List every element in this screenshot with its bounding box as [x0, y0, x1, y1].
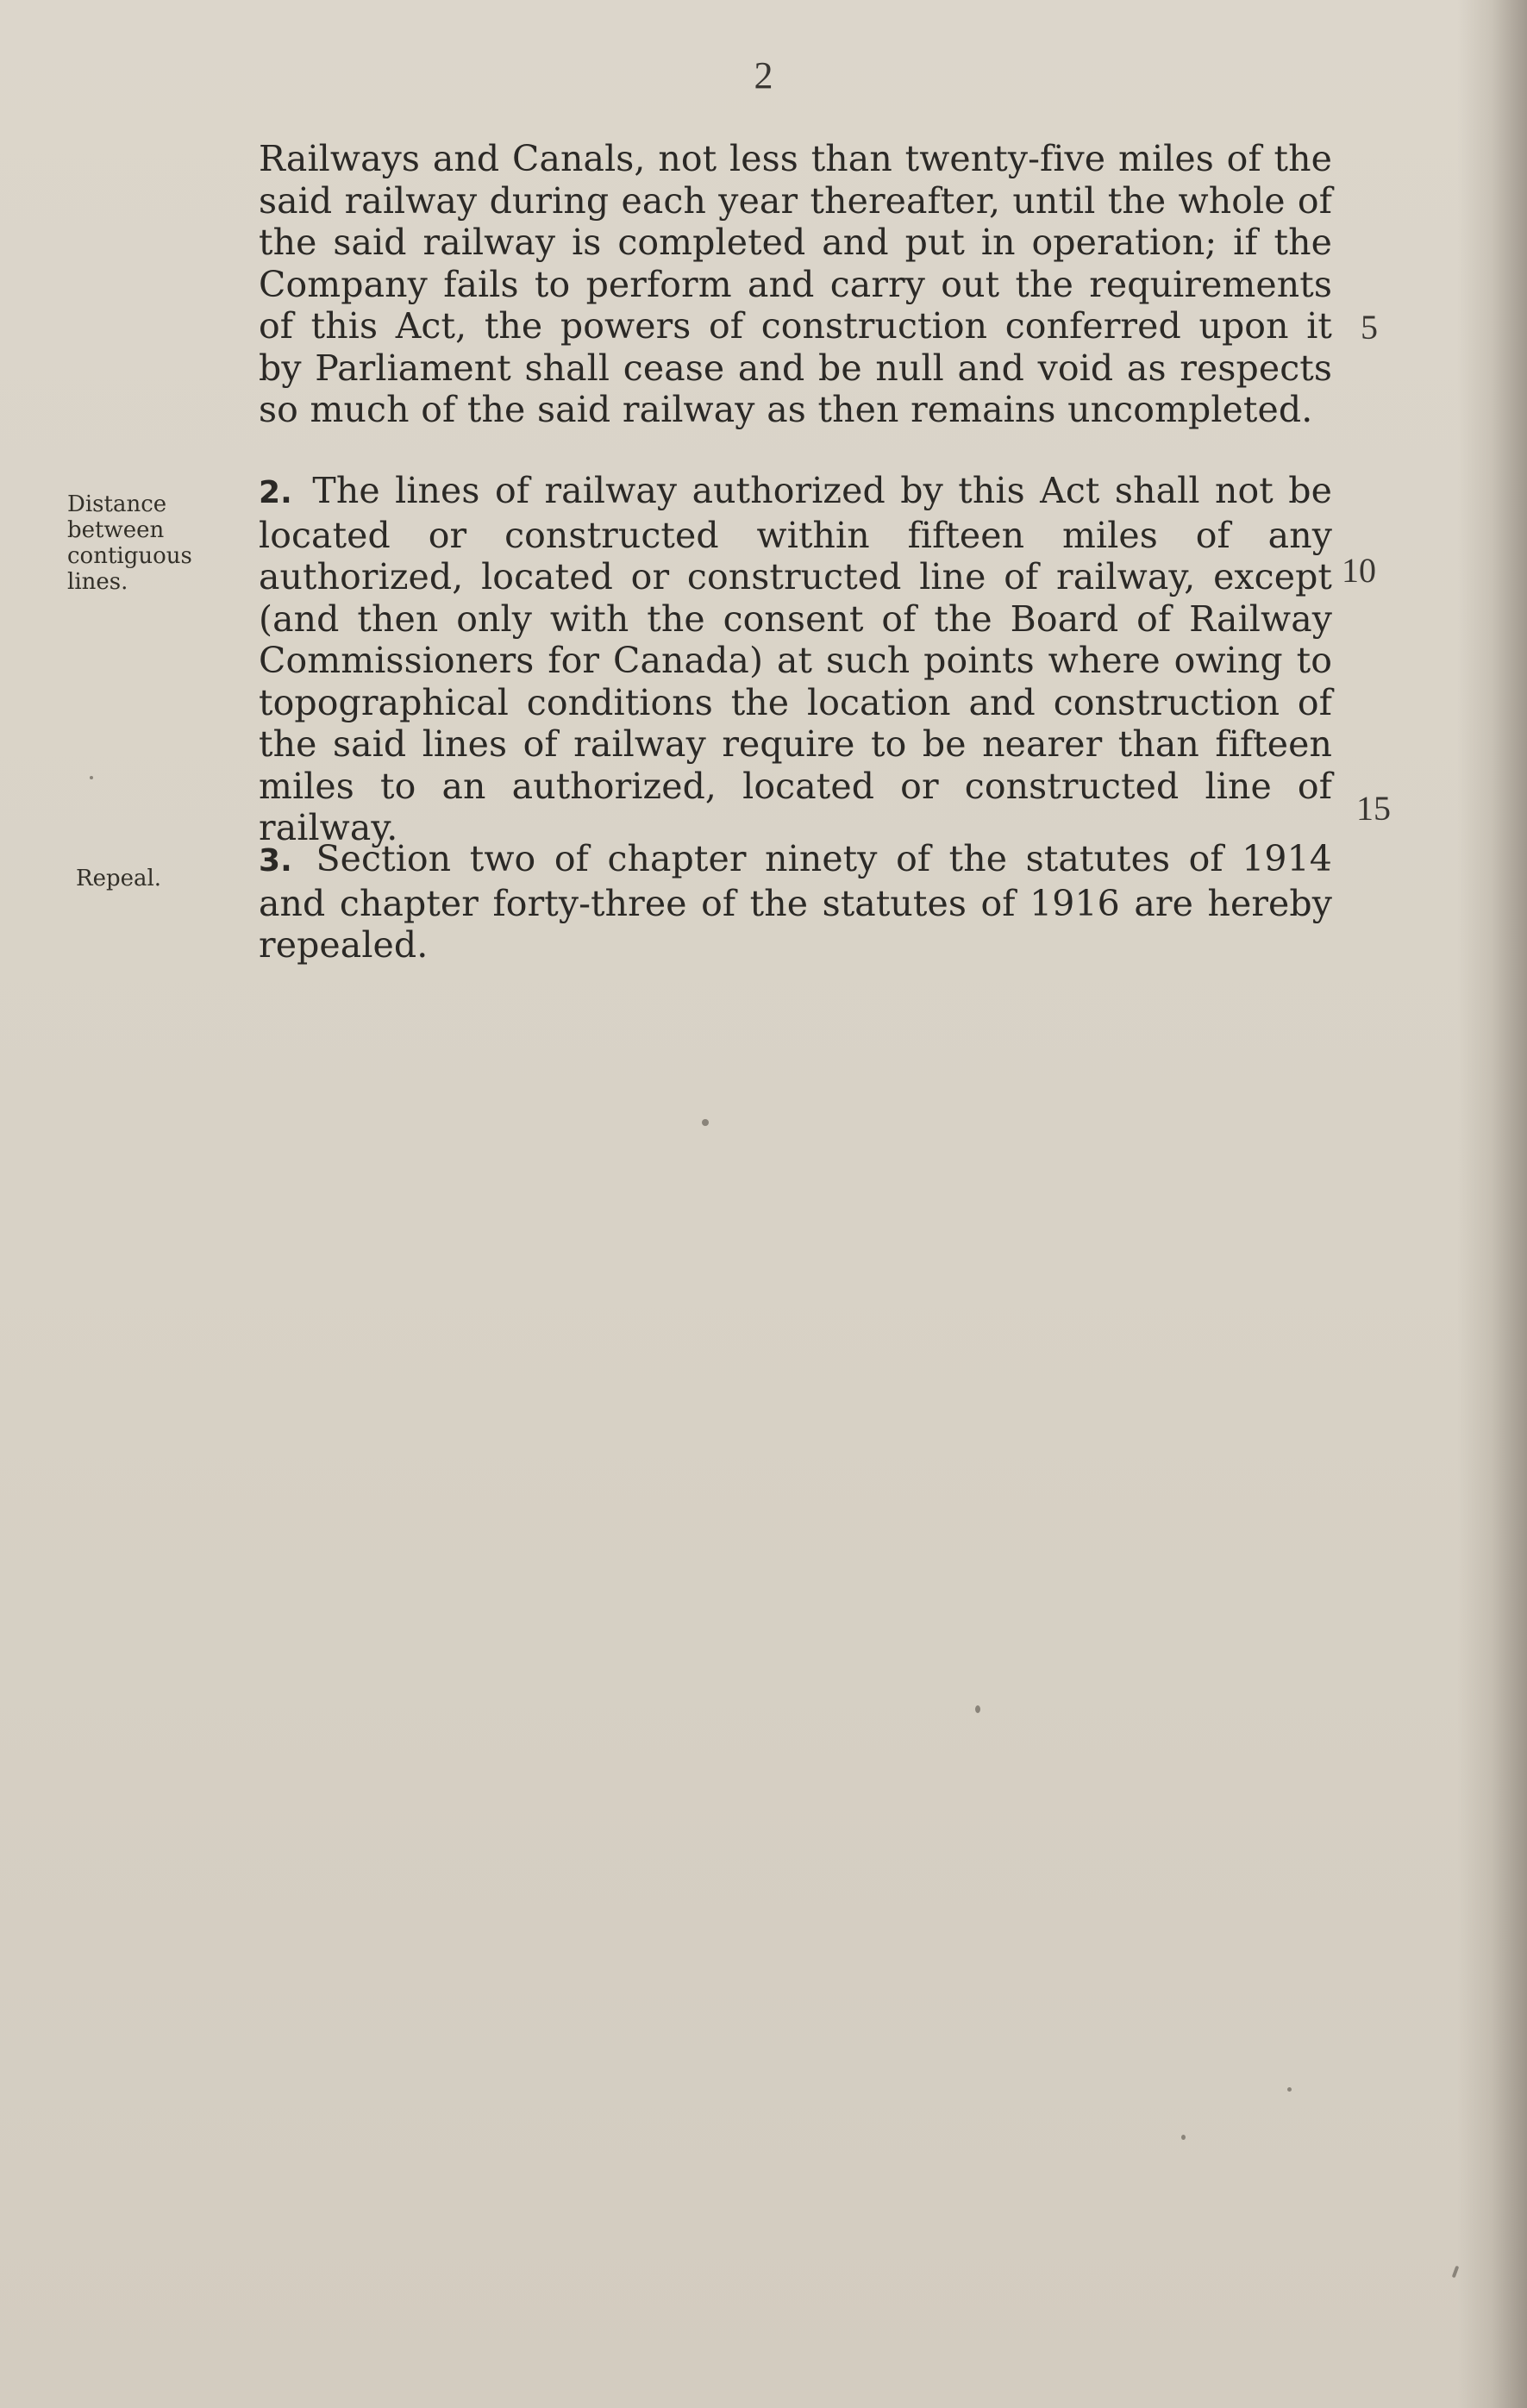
section-2	[259, 470, 1332, 849]
paragraph-text: Railways and Canals, not less than twenty-five miles of the said railway during each year thereafter, until the whole of the said railway is completed and put in operation; if the Company fails to perform and carry out the requirements of this Act, the powers of construction conferred upon it by Parliament shall cease and be null and void as respects so much of the said railway as then remains uncompleted.	[259, 138, 1332, 430]
paper-speck	[975, 1705, 980, 1713]
paper-speck	[702, 1119, 709, 1126]
section-number: 3.	[259, 843, 292, 879]
section-number: 2.	[259, 475, 292, 510]
section-3	[259, 838, 1332, 966]
paper-speck	[1287, 2087, 1292, 2092]
paragraph-text: The lines of railway authorized by this Act shall not be located or constructed within fifteen miles of any authorized, located or constructed line of railway, except (and then only with the consent of the Board of Railway Commissioners for Canada) at such points where owing to topographical conditions the location and construction of the said lines of railway require to be nearer than fifteen miles to an authorized, located or constructed line of railway.	[259, 470, 1332, 848]
page-number: 2	[754, 54, 773, 97]
paragraph-continuation	[259, 138, 1332, 431]
margin-note-repeal: Repeal.	[76, 866, 162, 891]
line-number-15: 15	[1356, 789, 1391, 828]
line-number-5: 5	[1361, 308, 1378, 347]
paragraph-text: Section two of chapter ninety of the statutes of 1914 and chapter forty-three of the statutes of 1916 are hereby repealed.	[259, 838, 1332, 966]
paper-speck	[1181, 2135, 1186, 2140]
margin-note-distance: Distance between contiguous lines.	[67, 491, 192, 595]
paper-speck	[90, 776, 93, 779]
line-number-10: 10	[1342, 551, 1376, 590]
paper-speck	[1452, 2266, 1460, 2279]
